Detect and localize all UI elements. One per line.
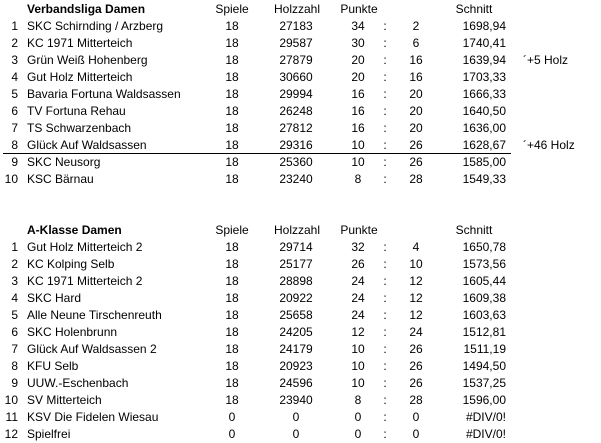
pins-cell: 23940 [279,393,313,407]
games-cell: 18 [225,104,239,118]
rank-cell: 3 [11,53,18,67]
rank-cell: 2 [11,36,18,50]
table-row [0,103,601,120]
pins-cell: 25360 [279,155,313,169]
games-cell: 0 [228,427,236,441]
pins-cell: 25177 [279,257,313,271]
points-minus-cell: 4 [412,240,420,254]
points-separator: : [383,121,387,135]
rank-cell: 1 [11,19,18,33]
pins-cell: 24205 [279,325,313,339]
points-separator: : [383,138,387,152]
points-plus-cell: 12 [351,325,365,339]
pins-cell: 26248 [279,104,313,118]
table-row [0,171,601,188]
points-minus-cell: 20 [409,121,423,135]
games-cell: 18 [225,308,239,322]
average-cell: 1636,00 [462,121,506,135]
points-separator: : [383,70,387,84]
games-cell: 18 [225,19,239,33]
games-cell: 18 [225,36,239,50]
team-name-cell: UUW.-Eschenbach [27,376,129,390]
games-cell: 18 [225,291,239,305]
points-separator: : [383,342,387,356]
games-cell: 18 [225,257,239,271]
points-plus-cell: 32 [351,240,365,254]
average-cell: 1650,78 [462,240,506,254]
average-cell: 1703,33 [462,70,506,84]
average-cell: #DIV/0! [465,427,506,441]
games-cell: 18 [225,172,239,186]
pins-cell: 29316 [279,138,313,152]
points-minus-cell: 12 [409,274,423,288]
table-row [0,52,601,69]
rank-cell: 8 [11,359,18,373]
points-plus-cell: 16 [351,121,365,135]
average-cell: 1585,00 [462,155,506,169]
table-row [0,273,601,290]
points-separator: : [383,240,387,254]
table-row [0,409,601,426]
points-minus-cell: 28 [409,172,423,186]
points-separator: : [383,104,387,118]
verbandsliga-header-row [0,1,601,18]
points-minus-cell: 12 [409,308,423,322]
header-punkte: Punkte [340,223,378,237]
points-minus-cell: 26 [409,155,423,169]
team-name-cell: TV Fortuna Rehau [27,104,126,118]
games-cell: 18 [225,393,239,407]
points-minus-cell: 0 [412,410,420,424]
points-plus-cell: 10 [351,138,365,152]
points-minus-cell: 26 [409,359,423,373]
aklasse-header-row [0,222,601,239]
relegation-divider [3,153,511,154]
points-minus-cell: 26 [409,138,423,152]
points-minus-cell: 24 [409,325,423,339]
points-plus-cell: 10 [351,359,365,373]
pins-cell: 20922 [279,291,313,305]
average-cell: 1666,33 [462,87,506,101]
note-cell: ´+5 Holz [523,53,569,67]
rank-cell: 5 [11,87,18,101]
points-plus-cell: 16 [351,104,365,118]
team-name-cell: Spielfrei [27,427,71,441]
points-separator: : [383,172,387,186]
pins-cell: 29714 [279,240,313,254]
pins-cell: 0 [292,410,300,424]
table-row [0,137,601,154]
games-cell: 18 [225,359,239,373]
games-cell: 0 [228,410,236,424]
points-minus-cell: 6 [412,36,420,50]
table-row [0,86,601,103]
games-cell: 18 [225,87,239,101]
points-minus-cell: 26 [409,376,423,390]
aklasse-title: A-Klasse Damen [27,223,122,237]
games-cell: 18 [225,274,239,288]
header-holzzahl: Holzzahl [273,223,321,237]
table-row [0,392,601,409]
points-minus-cell: 2 [412,19,420,33]
average-cell: 1573,56 [462,257,506,271]
header-schnitt: Schnitt [455,223,493,237]
team-name-cell: Bavaria Fortuna Waldsassen [27,87,181,101]
points-plus-cell: 30 [351,36,365,50]
points-plus-cell: 26 [351,257,365,271]
rank-cell: 10 [4,393,18,407]
team-name-cell: Glück Auf Waldsassen [27,138,147,152]
team-name-cell: KC 1971 Mitterteich 2 [27,274,143,288]
points-minus-cell: 0 [412,427,420,441]
table-row [0,120,601,137]
points-plus-cell: 16 [351,87,365,101]
pins-cell: 20923 [279,359,313,373]
average-cell: 1740,41 [462,36,506,50]
rank-cell: 4 [11,291,18,305]
rank-cell: 4 [11,70,18,84]
points-separator: : [383,155,387,169]
pins-cell: 23240 [279,172,313,186]
team-name-cell: KC Kolping Selb [27,257,115,271]
rank-cell: 7 [11,121,18,135]
header-punkte: Punkte [340,2,378,16]
games-cell: 18 [225,155,239,169]
points-separator: : [383,19,387,33]
pins-cell: 28898 [279,274,313,288]
points-plus-cell: 8 [354,172,362,186]
points-plus-cell: 10 [351,342,365,356]
pins-cell: 30660 [279,70,313,84]
header-holzzahl: Holzzahl [273,2,321,16]
points-separator: : [383,410,387,424]
pins-cell: 24179 [279,342,313,356]
table-row [0,358,601,375]
average-cell: 1628,67 [462,138,506,152]
average-cell: 1603,63 [462,308,506,322]
pins-cell: 24596 [279,376,313,390]
rank-cell: 8 [11,138,18,152]
rank-cell: 9 [11,155,18,169]
average-cell: 1640,50 [462,104,506,118]
team-name-cell: KSV Die Fidelen Wiesau [27,410,159,424]
pins-cell: 25658 [279,308,313,322]
rank-cell: 11 [5,410,18,424]
team-name-cell: Gut Holz Mitterteich [27,70,133,84]
rank-cell: 12 [4,427,18,441]
points-minus-cell: 26 [409,342,423,356]
points-separator: : [383,393,387,407]
team-name-cell: Grün Weiß Hohenberg [27,53,148,67]
team-name-cell: Glück Auf Waldsassen 2 [27,342,157,356]
points-plus-cell: 0 [354,410,362,424]
rank-cell: 5 [11,308,18,322]
table-row [0,375,601,392]
games-cell: 18 [225,240,239,254]
rank-cell: 6 [11,104,18,118]
rank-cell: 7 [11,342,18,356]
games-cell: 18 [225,376,239,390]
average-cell: 1596,00 [462,393,506,407]
table-row [0,18,601,35]
points-minus-cell: 16 [409,53,423,67]
pins-cell: 27879 [279,53,313,67]
header-spiele: Spiele [215,2,249,16]
points-plus-cell: 0 [354,427,362,441]
rank-cell: 10 [4,172,18,186]
points-separator: : [383,53,387,67]
rank-cell: 9 [11,376,18,390]
points-plus-cell: 10 [351,376,365,390]
points-plus-cell: 8 [354,393,362,407]
table-row [0,35,601,52]
table-row [0,239,601,256]
points-separator: : [383,274,387,288]
aklasse-table [0,222,601,443]
points-minus-cell: 20 [409,87,423,101]
points-minus-cell: 10 [409,257,423,271]
points-plus-cell: 20 [351,70,365,84]
rank-cell: 6 [11,325,18,339]
points-separator: : [383,257,387,271]
games-cell: 18 [225,325,239,339]
rank-cell: 3 [11,274,18,288]
points-minus-cell: 28 [409,393,423,407]
team-name-cell: Alle Neune Tirschenreuth [27,308,162,322]
pins-cell: 0 [292,427,300,441]
games-cell: 18 [225,121,239,135]
team-name-cell: KC 1971 Mitterteich [27,36,133,50]
points-separator: : [383,291,387,305]
table-row [0,69,601,86]
points-plus-cell: 24 [351,308,365,322]
table-row [0,426,601,443]
points-separator: : [383,427,387,441]
team-name-cell: SV Mitterteich [27,393,102,407]
average-cell: 1549,33 [462,172,506,186]
games-cell: 18 [225,70,239,84]
team-name-cell: Gut Holz Mitterteich 2 [27,240,143,254]
points-separator: : [383,376,387,390]
note-cell: ´+46 Holz [523,138,575,152]
games-cell: 18 [225,342,239,356]
team-name-cell: KFU Selb [27,359,79,373]
average-cell: 1605,44 [462,274,506,288]
points-minus-cell: 16 [409,70,423,84]
team-name-cell: SKC Schirnding / Arzberg [27,19,164,33]
table-row [0,307,601,324]
games-cell: 18 [225,138,239,152]
points-plus-cell: 20 [351,53,365,67]
average-cell: 1609,38 [462,291,506,305]
points-separator: : [383,87,387,101]
average-cell: #DIV/0! [465,410,506,424]
points-separator: : [383,325,387,339]
points-plus-cell: 24 [351,274,365,288]
team-name-cell: KSC Bärnau [27,172,94,186]
rank-cell: 1 [11,240,18,254]
games-cell: 18 [225,53,239,67]
average-cell: 1511,19 [463,342,506,356]
header-spiele: Spiele [215,223,249,237]
points-plus-cell: 34 [351,19,365,33]
team-name-cell: SKC Neusorg [27,155,101,169]
verbandsliga-table [0,1,601,188]
verbandsliga-title: Verbandsliga Damen [27,2,146,16]
points-plus-cell: 10 [351,155,365,169]
points-separator: : [383,359,387,373]
average-cell: 1537,25 [462,376,506,390]
pins-cell: 27812 [279,121,313,135]
pins-cell: 29994 [279,87,313,101]
average-cell: 1494,50 [462,359,506,373]
average-cell: 1698,94 [462,19,506,33]
rank-cell: 2 [11,257,18,271]
table-row [0,324,601,341]
points-plus-cell: 24 [351,291,365,305]
average-cell: 1639,94 [462,53,506,67]
table-row [0,256,601,273]
table-row [0,290,601,307]
pins-cell: 29587 [279,36,313,50]
team-name-cell: TS Schwarzenbach [27,121,132,135]
table-row [0,341,601,358]
header-schnitt: Schnitt [455,2,493,16]
average-cell: 1512,81 [462,325,506,339]
table-row [0,154,601,171]
points-separator: : [383,308,387,322]
points-minus-cell: 20 [409,104,423,118]
points-separator: : [383,36,387,50]
pins-cell: 27183 [279,19,313,33]
team-name-cell: SKC Hard [27,291,82,305]
points-minus-cell: 12 [409,291,423,305]
team-name-cell: SKC Holenbrunn [27,325,118,339]
